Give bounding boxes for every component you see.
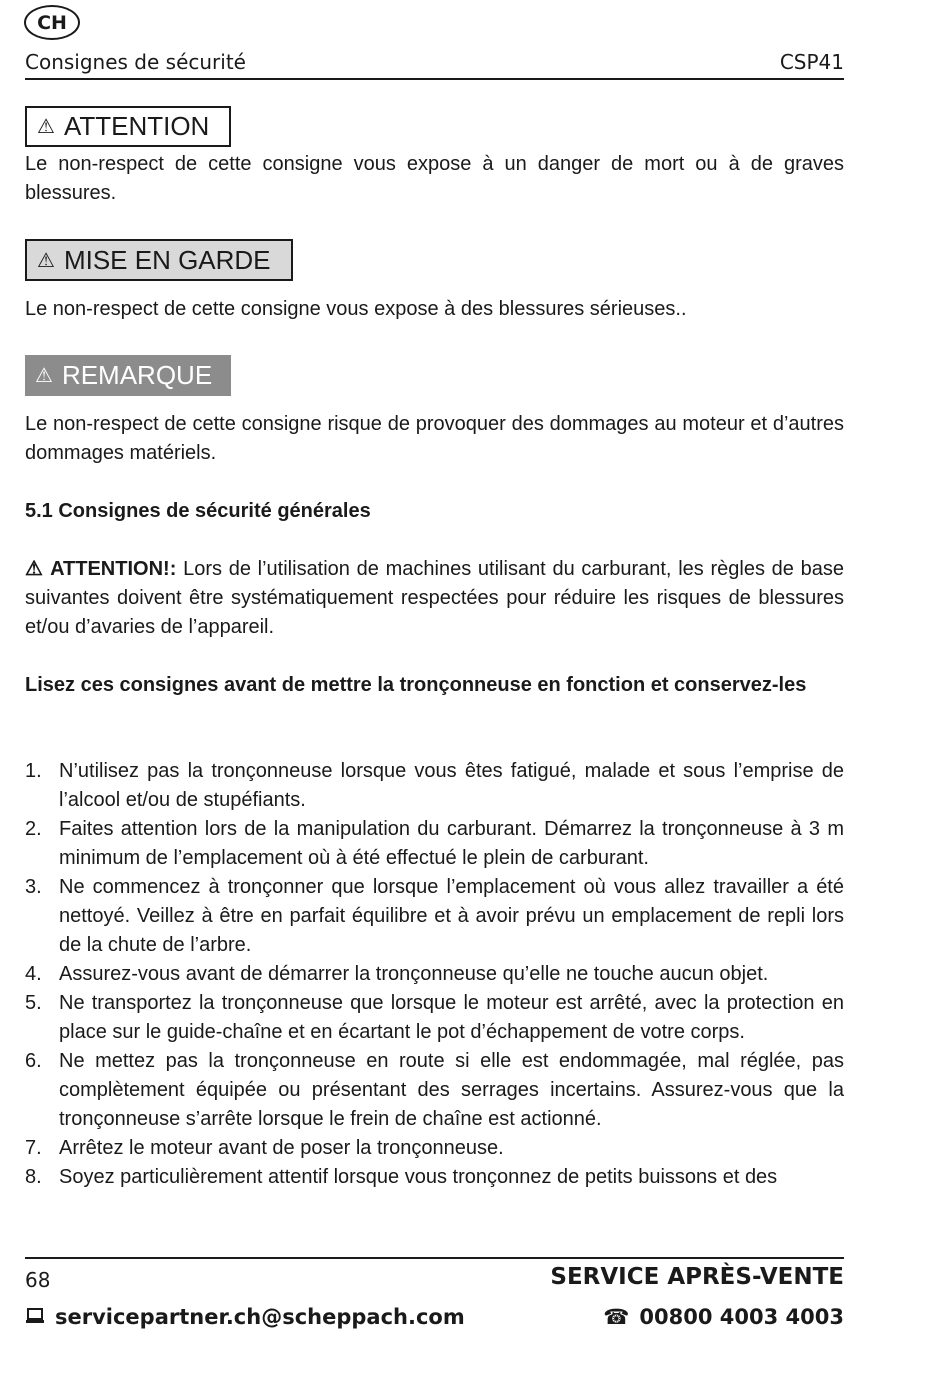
footer-divider <box>25 1257 844 1259</box>
telephone-icon: ☎ <box>603 1305 630 1329</box>
remarque-text: Le non-respect de cette consigne risque de provoquer des dommages au moteur et d’autres dommages matériels. <box>25 413 844 464</box>
service-email <box>25 1305 465 1329</box>
warning-triangle-icon: ⚠ <box>25 558 51 580</box>
section-title: Consignes de sécurité <box>25 50 246 74</box>
email-address[interactable]: servicepartner.ch@scheppach.com <box>55 1305 465 1329</box>
general-attention-label: ATTENTION!: <box>50 558 177 580</box>
list-item: 2. Faites attention lors de la manipulation du carburant. Démarrez la tronçonneuse à 3 m minimum de l’emplacement où à été effectué le plein de carburant. <box>25 818 844 869</box>
list-item: 5. Ne transportez la tronçonneuse que lorsque le moteur est arrêté, avec la protection en place sur le guide-chaîne et en écartant le pot d’échappement de votre corps. <box>25 992 844 1043</box>
header-divider <box>25 78 844 80</box>
page-header <box>25 50 844 74</box>
safety-list <box>25 757 844 1192</box>
warning-triangle-icon: ⚠ <box>35 365 53 387</box>
mise-en-garde-label: MISE EN GARDE <box>63 244 271 275</box>
attention-box <box>25 106 231 147</box>
laptop-icon <box>25 1305 45 1329</box>
mise-en-garde-text: Le non-respect de cette consigne vous expose à des blessures sérieuses.. <box>25 298 687 320</box>
general-attention-text: Lors de l’utilisation de machines utilisant du carburant, les règles de base suivantes doivent être systématiquement respectées pour réduire les risques de blessures et/ou d’avaries de l’appareil. <box>25 558 845 638</box>
warning-triangle-icon: ⚠ <box>37 249 55 272</box>
model-label: CSP41 <box>779 50 844 74</box>
list-item: 3. Ne commencez à tronçonner que lorsque l’emplacement où vous allez travailler a été nettoyé. Veillez à être en parfait équilibre et à avoir prévu un emplacement de repli lors de la chute de l’arbre. <box>25 876 844 956</box>
list-item: 1. N’utilisez pas la tronçonneuse lorsque vous êtes fatigué, malade et sous l’emprise de l’alcool et/ou de stupéfiants. <box>25 760 844 811</box>
read-instructions-heading: Lisez ces consignes avant de mettre la tronçonneuse en fonction et conservez-les <box>25 674 807 696</box>
list-item: 8. Soyez particulièrement attentif lorsque vous tronçonnez de petits buissons et des <box>25 1166 778 1188</box>
general-attention-paragraph <box>25 555 844 642</box>
list-item: 7. Arrêtez le moteur avant de poser la tronçonneuse. <box>25 1137 504 1159</box>
service-phone <box>603 1305 844 1329</box>
attention-label: ATTENTION <box>63 111 210 141</box>
remarque-box <box>25 355 231 396</box>
mise-en-garde-box <box>25 239 293 281</box>
country-badge: CH <box>24 5 80 40</box>
list-item: 4. Assurez-vous avant de démarrer la tronçonneuse qu’elle ne touche aucun objet. <box>25 963 769 985</box>
section-heading: 5.1 Consignes de sécurité générales <box>25 500 371 522</box>
remarque-label: REMARQUE <box>61 360 213 390</box>
phone-number[interactable]: 00800 4003 4003 <box>639 1305 844 1329</box>
service-label: SERVICE APRÈS-VENTE <box>550 1264 844 1290</box>
warning-triangle-icon: ⚠ <box>37 116 55 138</box>
attention-text: Le non-respect de cette consigne vous expose à un danger de mort ou à de graves blessures. <box>25 153 844 204</box>
list-item: 6. Ne mettez pas la tronçonneuse en route si elle est endommagée, mal réglée, pas complètement équipée ou présentant des serrages incertains. Assurez-vous que la tronçonneuse s’arrête lorsque le frein de chaîne est actionné. <box>25 1050 844 1130</box>
manual-page <box>25 0 844 1374</box>
page-number: 68 <box>25 1268 51 1292</box>
